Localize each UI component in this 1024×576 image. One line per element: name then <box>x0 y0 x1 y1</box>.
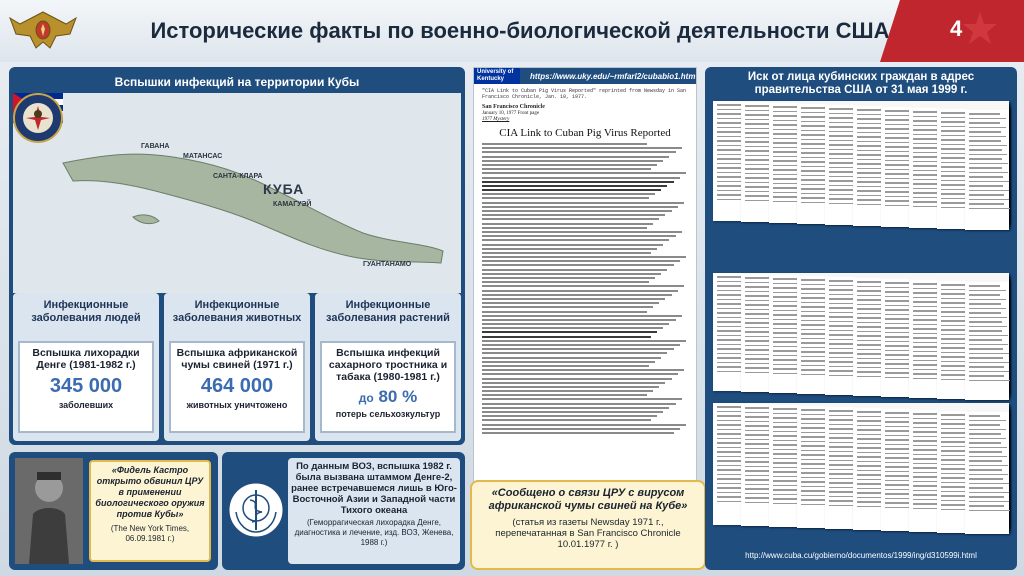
cuba-outbreaks-panel <box>9 67 465 445</box>
document-text-line <box>482 407 669 409</box>
lawsuit-page <box>965 412 1009 534</box>
document-header <box>474 68 696 84</box>
document-text-line <box>482 164 657 166</box>
university-logo: University of Kentucky <box>474 68 520 84</box>
document-text-line <box>482 373 678 375</box>
document-text-line <box>482 252 651 254</box>
document-text-line <box>482 227 647 229</box>
document-text-line <box>482 210 672 212</box>
header <box>0 0 1024 62</box>
document-section: 1977 Mystery <box>482 117 510 122</box>
document-headline: CIA Link to Cuban Pig Virus Reported <box>499 127 671 139</box>
category-number: 464 000 <box>200 375 274 397</box>
document-text-line <box>482 168 651 170</box>
document-text-line <box>482 160 663 162</box>
castro-quote-box <box>89 460 211 562</box>
lawsuit-page <box>965 110 1009 230</box>
category-number-prefix: до <box>358 391 374 405</box>
document-text-line <box>482 398 682 400</box>
document-text-line <box>482 206 678 208</box>
category-unit: животных уничтожено <box>186 400 288 410</box>
lawsuit-title: Иск от лица кубинских граждан в адрес правительства США от 31 мая 1999 г. <box>747 71 975 96</box>
newsday-source: (статья из газеты Newsday 1971 г., перепечатанная в San Francisco Chronicle 10.01.1977 г. ) <box>495 517 681 550</box>
document-text-line <box>482 344 680 346</box>
document-text-line <box>482 315 682 317</box>
document-text-line <box>482 357 661 359</box>
castro-quote: «Фидель Кастро открыто обвинил ЦРУ в применении биологического оружия против Кубы» <box>95 465 205 519</box>
document-text-line <box>482 231 682 233</box>
newsday-quote: «Сообщено о связи ЦРУ с вирусом африканской чумы свиней на Кубе» <box>488 487 688 512</box>
document-paper: San Francisco Chronicle <box>482 104 545 110</box>
document-text-line <box>482 361 655 363</box>
document-text-line <box>482 419 651 421</box>
category-title: Инфекционные заболевания растений <box>326 299 450 324</box>
city-label-havana: ГАВАНА <box>141 143 170 150</box>
document-text-line <box>482 177 680 179</box>
document-text-line <box>482 197 649 199</box>
document-text-line <box>482 214 665 216</box>
cia-seal-icon <box>13 93 63 143</box>
cuba-outbreaks-title: Вспышки инфекций на территории Кубы <box>114 75 360 89</box>
document-text-line <box>482 432 674 434</box>
document-text-line <box>482 424 686 426</box>
document-text-line <box>482 290 678 292</box>
category-title: Инфекционные заболевания животных <box>172 299 302 324</box>
document-text-line <box>482 365 649 367</box>
category-description: Вспышка африканской чумы свиней (1971 г.) <box>176 347 298 371</box>
category-title: Инфекционные заболевания людей <box>31 299 141 324</box>
city-label-camaguey: КАМАГУЭЙ <box>273 201 312 208</box>
cuba-map <box>13 93 461 293</box>
document-text-line <box>482 143 647 145</box>
document-text-line <box>482 306 653 308</box>
document-text-line <box>482 244 663 246</box>
who-text-box <box>288 458 460 564</box>
country-label-cuba: КУБА <box>263 181 305 197</box>
document-text-line <box>482 352 667 354</box>
category-number: 345 000 <box>49 375 123 397</box>
document-text-line <box>482 235 676 237</box>
document-text-line <box>482 327 663 329</box>
who-statement: По данным ВОЗ, вспышка 1982 г. была вызвана штаммом Денге-2, ранее встречавшемся лишь в Юго-Восточной Азии и Западной части Тихого океана <box>291 461 457 516</box>
document-body-text <box>474 139 696 440</box>
document-note: "CIA Link to Cuban Pig Virus Reported" reprinted from Newsday in San Francisco Chronicle, Jan. 10, 1977. <box>482 88 687 100</box>
category-description: Вспышка лихорадки Денге (1981-1982 г.) <box>32 347 140 371</box>
who-panel <box>222 452 465 570</box>
castro-photo <box>15 458 83 564</box>
document-text-line <box>482 403 676 405</box>
document-text-line <box>482 256 686 258</box>
category-humans <box>13 293 159 441</box>
document-text-line <box>482 260 680 262</box>
document-text-line <box>482 302 659 304</box>
infection-categories <box>13 293 461 441</box>
military-eagle-emblem-icon <box>6 2 80 58</box>
document-url[interactable]: https://www.uky.edu/~rmfarl2/cubabio1.htm <box>530 71 696 81</box>
document-text-line <box>482 311 647 313</box>
lawsuit-page <box>965 282 1009 400</box>
document-text-line <box>482 277 655 279</box>
document-text-line <box>482 181 674 183</box>
category-description: Вспышка инфекций сахарного тростника и табака (1980-1981 г.) <box>328 347 448 383</box>
page-number: 4 <box>950 16 963 41</box>
city-label-guantanamo: ГУАНТАНАМО <box>363 261 412 268</box>
document-text-line <box>482 411 663 413</box>
document-text-line <box>482 147 682 149</box>
document-text-line <box>482 369 684 371</box>
category-number <box>322 387 454 407</box>
castro-source: (The New York Times, 06.09.1981 г.) <box>110 524 190 543</box>
document-text-line <box>482 340 686 342</box>
document-text-line <box>482 348 674 350</box>
document-text-line <box>482 428 680 430</box>
city-label-santa-clara: САНТА-КЛАРА <box>213 173 263 180</box>
document-text-line <box>482 390 653 392</box>
lawsuit-pages <box>709 99 1013 549</box>
category-stat-box <box>18 341 154 433</box>
category-stat-box <box>169 341 305 433</box>
document-text-line <box>482 218 659 220</box>
document-text-line <box>482 298 665 300</box>
who-logo-icon <box>228 482 284 538</box>
document-text-line <box>482 189 661 191</box>
castro-panel <box>9 452 218 570</box>
city-label-matanzas: МАТАНСАС <box>183 153 223 160</box>
category-unit: заболевших <box>58 400 114 410</box>
category-animals <box>164 293 310 441</box>
document-text-line <box>482 202 684 204</box>
document-text-line <box>482 382 665 384</box>
document-text-line <box>482 248 657 250</box>
document-text-line <box>482 223 653 225</box>
newspaper-document <box>473 67 697 506</box>
document-text-line <box>482 193 655 195</box>
document-text-line <box>482 281 649 283</box>
document-text-line <box>482 319 676 321</box>
category-plants <box>315 293 461 441</box>
document-text-line <box>482 285 684 287</box>
document-text-line <box>482 239 669 241</box>
category-stat-box <box>320 341 456 433</box>
document-text-line <box>482 156 669 158</box>
document-text-line <box>482 294 672 296</box>
lawsuit-panel <box>705 67 1017 570</box>
lawsuit-url[interactable]: http://www.cuba.cu/gobierno/documentos/1999/ing/d310599i.html <box>745 551 977 560</box>
page-title: Исторические факты по военно-биологической деятельности США <box>150 18 890 43</box>
document-text-line <box>482 378 672 380</box>
document-text-line <box>482 269 667 271</box>
document-text-line <box>482 185 667 187</box>
category-number-value: 80 % <box>378 387 418 406</box>
category-unit: потерь сельхозкультур <box>335 409 441 419</box>
newsday-quote-box <box>470 480 706 570</box>
document-text-line <box>482 151 676 153</box>
document-text-line <box>482 264 674 266</box>
who-source: (Геморрагическая лихорадка Денге, диагностика и лечение, изд. ВОЗ, Женева, 1988 г.) <box>294 518 454 547</box>
document-text-line <box>482 172 686 174</box>
document-date: January 10, 1977 Front page <box>482 111 540 116</box>
document-text-line <box>482 386 659 388</box>
document-text-line <box>482 273 661 275</box>
document-text-line <box>482 323 669 325</box>
document-text-line <box>482 331 657 333</box>
document-meta <box>474 104 696 123</box>
document-text-line <box>482 336 651 338</box>
document-text-line <box>482 415 657 417</box>
document-text-line <box>482 394 647 396</box>
